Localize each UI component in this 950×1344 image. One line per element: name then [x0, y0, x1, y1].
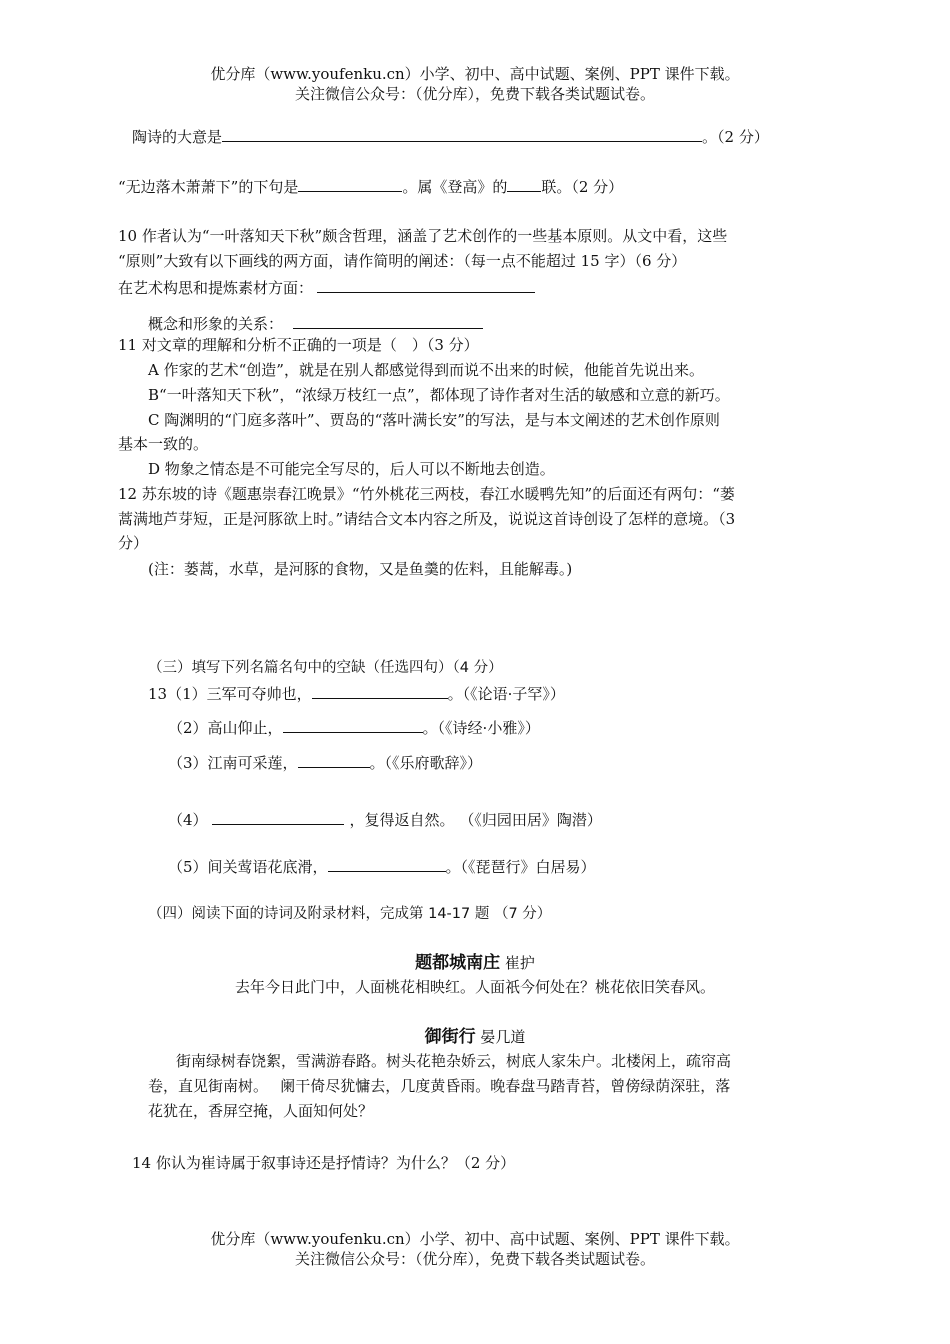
answer-blank[interactable]: [212, 809, 344, 825]
header-line-2: 关注微信公众号：（优分库），免费下载各类试题试卷。: [294, 85, 655, 103]
question-tao-prefix: 陶诗的大意是: [132, 128, 223, 146]
poem-2-line-2: 卷，直见街南树。 阑干倚尽犹慵去，几度黄昏雨。晚春盘马踏青苔，曾傍绿荫深驻，落: [148, 1077, 731, 1095]
question-denggao-prefix: “无边落木萧萧下”的下句是: [118, 178, 299, 196]
question-tao-poem: [132, 126, 769, 147]
question-10-item-2-label: 概念和形象的关系：: [148, 315, 284, 333]
item-suffix: ，复得返自然。 （《归园田居》陶潜）: [349, 811, 602, 829]
question-denggao-mid: 。属《登高》的: [402, 178, 508, 196]
item-suffix: 。（《论语·子罕》）: [447, 685, 565, 703]
question-10-line-1: 10 作者认为“一叶落知天下秋”颇含哲理，涵盖了艺术创作的一些基本原则。从文中看，这些: [118, 227, 728, 245]
question-11-option-c: C 陶渊明的“门庭多落叶”、贾岛的“落叶满长安”的写法，是与本文阐述的艺术创作原则: [148, 411, 720, 429]
question-10-item-1: [118, 277, 535, 298]
question-10-item-2: [148, 313, 483, 334]
item-prefix: （3）江南可采莲，: [168, 754, 298, 772]
question-11-option-c-cont: 基本一致的。: [118, 435, 209, 453]
header-line-1: 优分库（www.youfenku.cn）小学、初中、高中试题、案例、PPT 课件下载。: [210, 65, 740, 83]
question-11-option-d: D 物象之情态是不可能完全写尽的，后人可以不断地去创造。: [148, 460, 555, 478]
poem-2-line-1: 街南绿树春饶絮，雪满游春路。树头花艳杂娇云，树底人家朱户。北楼闲上，疏帘高: [176, 1052, 732, 1070]
answer-blank[interactable]: [312, 683, 448, 699]
item-suffix: 。（《乐府歌辞》）: [369, 754, 483, 772]
question-tao-suffix: 。（2 分）: [702, 128, 769, 146]
question-12-line-2: 蒿满地芦芽短，正是河豚欲上时。”请结合文本内容之所及，说说这首诗创设了怎样的意境。（3: [118, 510, 736, 528]
question-13-item-2: [168, 717, 540, 738]
question-10-item-1-label: 在艺术构思和提炼素材方面：: [118, 279, 314, 297]
poem-1-heading: [0, 953, 950, 973]
question-11-stem: 11 对文章的理解和分析不正确的一项是（ ）（3 分）: [118, 336, 479, 354]
question-11-option-a: A 作家的艺术“创造”，就是在别人都感觉得到而说不出来的时候，他能首先说出来。: [148, 361, 704, 379]
poem-2-author: 晏几道: [480, 1028, 526, 1046]
section-3-title: （三）填写下列名篇名句中的空缺（任选四句）（4 分）: [148, 660, 503, 676]
answer-blank[interactable]: [328, 856, 446, 872]
item-prefix: （2）高山仰止，: [168, 719, 283, 737]
answer-blank[interactable]: [298, 752, 370, 768]
question-11-option-b: B“一叶落知天下秋”，“浓绿万枝红一点”，都体现了诗作者对生活的敏感和立意的新巧。: [148, 386, 730, 404]
answer-blank[interactable]: [293, 313, 483, 329]
section-4-title: （四）阅读下面的诗词及附录材料，完成第 14-17 题 （7 分）: [148, 906, 552, 922]
question-denggao-suffix: 联。（2 分）: [541, 178, 624, 196]
poem-2-heading: [0, 1027, 950, 1047]
question-12-line-3: 分）: [118, 534, 149, 552]
poem-2-title: 御街行: [424, 1027, 476, 1047]
answer-blank[interactable]: [298, 176, 402, 192]
question-12-line-1: 12 苏东坡的诗《题惠崇春江晚景》“竹外桃花三两枝，春江水暖鸭先知”的后面还有两句：“蒌: [118, 485, 735, 503]
item-prefix: （5）间关莺语花底滑，: [168, 858, 328, 876]
answer-blank[interactable]: [507, 176, 541, 192]
poem-1-title: 题都城南庄: [415, 953, 501, 973]
question-13-item-4: [168, 809, 602, 830]
poem-1-text: 去年今日此门中，人面桃花相映红。人面祇今何处在？桃花依旧笑春风。: [234, 978, 715, 996]
question-13-item-3: [168, 752, 482, 773]
answer-blank[interactable]: [317, 277, 535, 293]
answer-blank[interactable]: [222, 126, 702, 142]
footer-line-1: 优分库（www.youfenku.cn）小学、初中、高中试题、案例、PPT 课件下载。: [210, 1230, 740, 1248]
question-12-note: (注：蒌蒿，水草，是河豚的食物，又是鱼羹的佐料，且能解毒。): [148, 560, 573, 578]
item-prefix: 13（1）三军可夺帅也，: [148, 685, 312, 703]
poem-1-author: 崔护: [504, 954, 535, 972]
footer-line-2: 关注微信公众号：（优分库），免费下载各类试题试卷。: [294, 1250, 655, 1268]
answer-blank[interactable]: [283, 717, 423, 733]
question-denggao: [118, 176, 623, 197]
item-suffix: 。（《诗经·小雅》）: [422, 719, 540, 737]
poem-2-line-3: 花犹在，香屏空掩，人面知何处？: [148, 1102, 374, 1120]
question-14: 14 你认为崔诗属于叙事诗还是抒情诗？为什么？（2 分）: [132, 1154, 516, 1172]
question-10-line-2: “原则”大致有以下画线的两方面，请作简明的阐述：（每一点不能超过 15 字）（6 分）: [118, 252, 687, 270]
item-prefix: （4）: [168, 811, 208, 829]
question-13-item-5: [168, 856, 596, 877]
question-13-item-1: [148, 683, 565, 704]
item-suffix: 。（《琵琶行》白居易）: [445, 858, 596, 876]
